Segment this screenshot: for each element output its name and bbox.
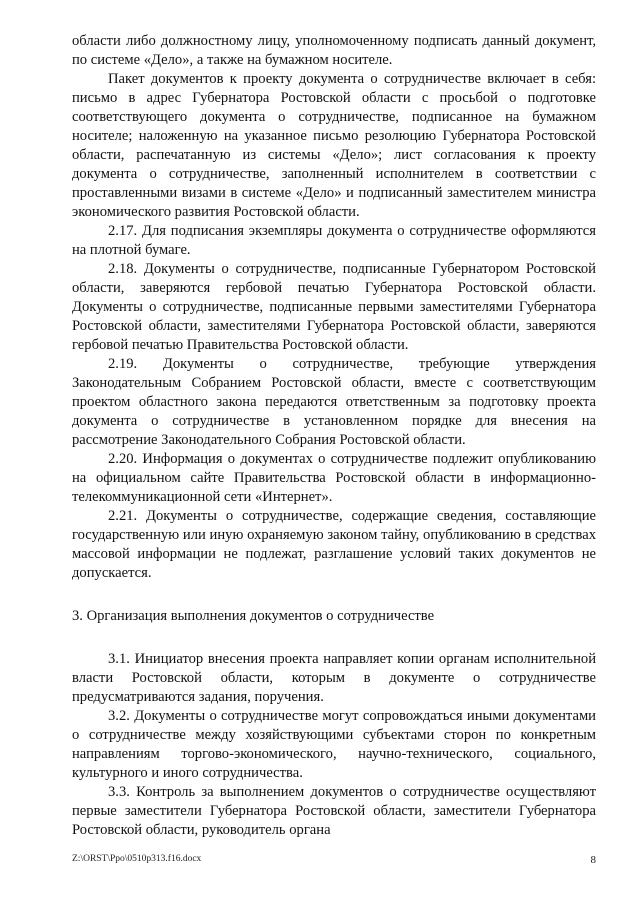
paragraph-continuation: области либо должностному лицу, уполномоченному подписать данный документ, по системе «Дело», а также на бумажном носителе.	[72, 33, 596, 68]
file-path: Z:\ORST\Ppo\0510p313.f16.docx	[72, 854, 202, 864]
paragraph-2-20: 2.20. Информация о документах о сотрудничестве подлежит опубликованию на официальном сайте Правительства Ростовской области в информационно-телекоммуникационной сети «Интернет».	[72, 451, 596, 505]
paragraph-2-18: 2.18. Документы о сотрудничестве, подписанные Губернатором Ростовской области, заверяются гербовой печатью Губернатора Ростовской области. Документы о сотрудничестве, подписанные первыми заместителями Губернатора Ростовской области, заместителями Губернатора Ростовской области, заверяются гербовой печатью Правительства Ростовской области.	[72, 261, 596, 353]
paragraph-2-19: 2.19. Документы о сотрудничестве, требующие утверждения Законодательным Собранием Ростовской области, вместе с соответствующим проектом областного закона передаются ответственным за подготовку проекта документа о сотрудничестве в установленном порядке для внесения на рассмотрение Законодательного Собрания Ростовской области.	[72, 356, 596, 448]
paragraph-3-2: 3.2. Документы о сотрудничестве могут сопровождаться иными документами о сотрудничестве между хозяйствующими субъектами сторон по конкретным направлениям торгово-экономического, научно-технического, социального, культурного и иного сотрудничества.	[72, 708, 596, 781]
paragraph-3-3: 3.3. Контроль за выполнением документов о сотрудничестве осуществляют первые заместители Губернатора Ростовской области, заместители Губернатора Ростовской области, руководитель органа	[72, 784, 596, 838]
document-body	[72, 32, 596, 840]
paragraph-package-contents: Пакет документов к проекту документа о сотрудничестве включает в себя: письмо в адрес Губернатора Ростовской области с просьбой о подготовке соответствующего документа о сотрудничестве, подписанное на бумажном носителе; наложенную на указанное письмо резолюцию Губернатора Ростовской области, распечатанную из системы «Дело»; лист согласования к проекту документа о сотрудничестве, заполненный исполнителем в соответствии с проставленными визами в системе «Дело» и подписанный заместителем министра экономического развития Ростовской области.	[72, 71, 596, 220]
paragraph-2-21: 2.21. Документы о сотрудничестве, содержащие сведения, составляющие государственную или иную охраняемую законом тайну, опубликованию в средствах массовой информации не подлежат, разглашение условий таких документов не допускается.	[72, 508, 596, 581]
paragraph-2-17: 2.17. Для подписания экземпляры документа о сотрудничестве оформляются на плотной бумаге.	[72, 223, 596, 258]
page-number: 8	[590, 854, 596, 866]
paragraph-3-1: 3.1. Инициатор внесения проекта направляет копии органам исполнительной власти Ростовской области, которым в документе о сотрудничестве предусматриваются задания, поручения.	[72, 651, 596, 705]
section-heading: 3. Организация выполнения документов о сотрудничестве	[72, 608, 435, 624]
